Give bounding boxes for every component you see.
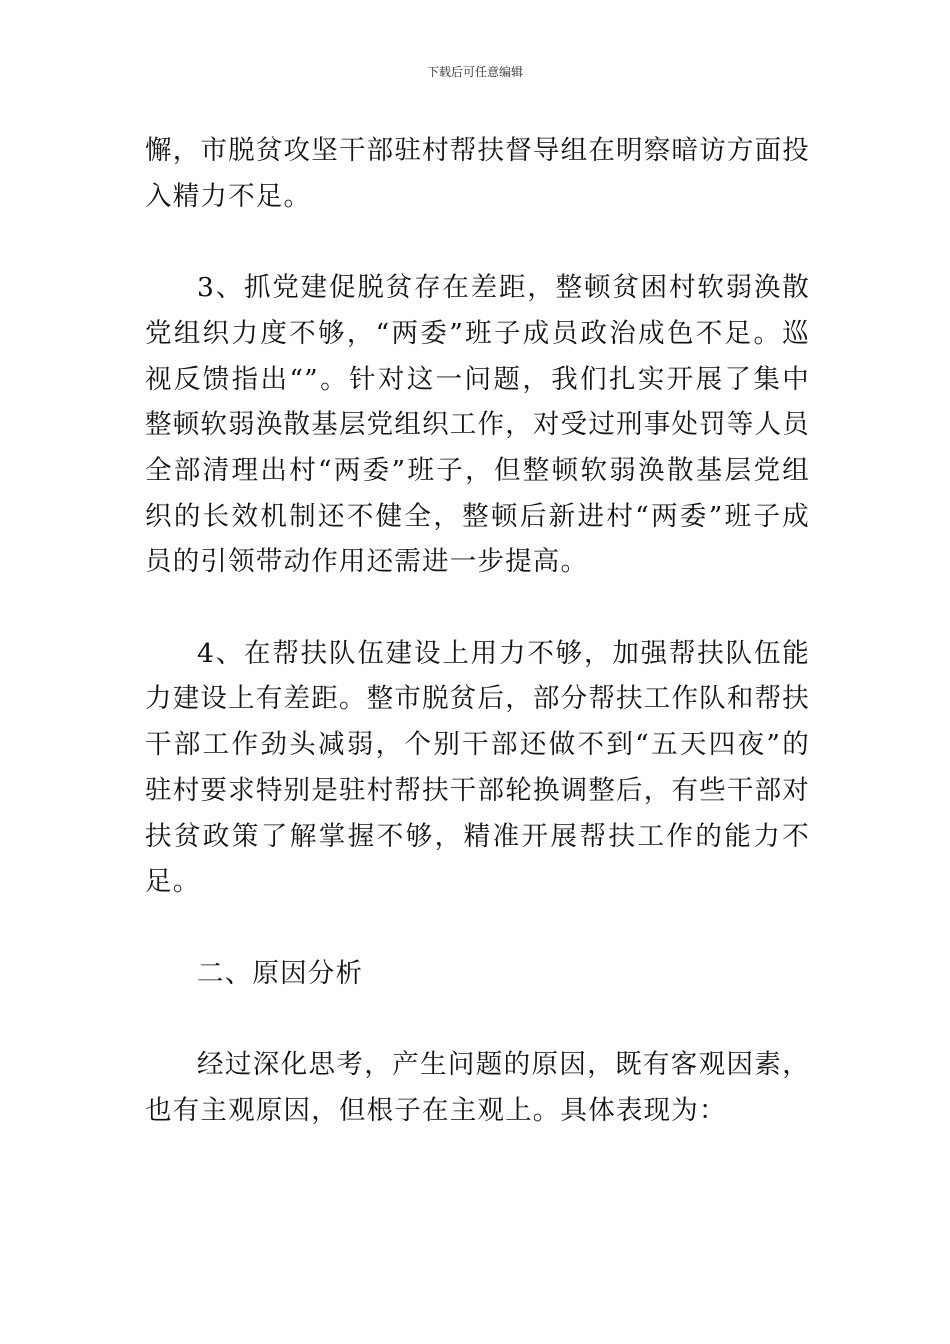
paragraph-continuation: 懈，市脱贫攻坚干部驻村帮扶督导组在明察暗访方面投入精力不足。 [145, 135, 810, 212]
paragraph-gap [145, 585, 810, 631]
paragraph-gap [145, 219, 810, 265]
paragraph-gap [145, 905, 810, 951]
page-header: 下载后可任意编辑 [426, 65, 523, 79]
section-heading: 二、原因分析 [197, 957, 364, 989]
document-body [145, 128, 810, 1133]
paragraph-item-4: 4、在帮扶队伍建设上用力不够，加强帮扶队伍能力建设上有差距。整市脱贫后，部分帮扶工作队和帮扶干部工作劲头减弱，个别干部还做不到“五天四夜”的驻村要求特别是驻村帮扶干部轮换调整后，有些干部对扶贫政策了解掌握不够，精准开展帮扶工作的能力不足。 [145, 637, 810, 898]
paragraph-analysis: 经过深化思考，产生问题的原因，既有客观因素，也有主观原因，但根子在主观上。具体表现为： [145, 1049, 810, 1126]
paragraph-item-3: 3、抓党建促脱贫存在差距，整顿贫困村软弱涣散党组织力度不够，“两委”班子成员政治成色不足。巡视反馈指出“”。针对这一问题，我们扎实开展了集中整顿软弱涣散基层党组织工作，对受过刑事处罚等人员全部清理出村“两委”班子，但整顿软弱涣散基层党组织的长效机制还不健全，整顿后新进村“两委”班子成员的引领带动作用还需进一步提高。 [145, 272, 810, 578]
paragraph-gap [145, 996, 810, 1042]
